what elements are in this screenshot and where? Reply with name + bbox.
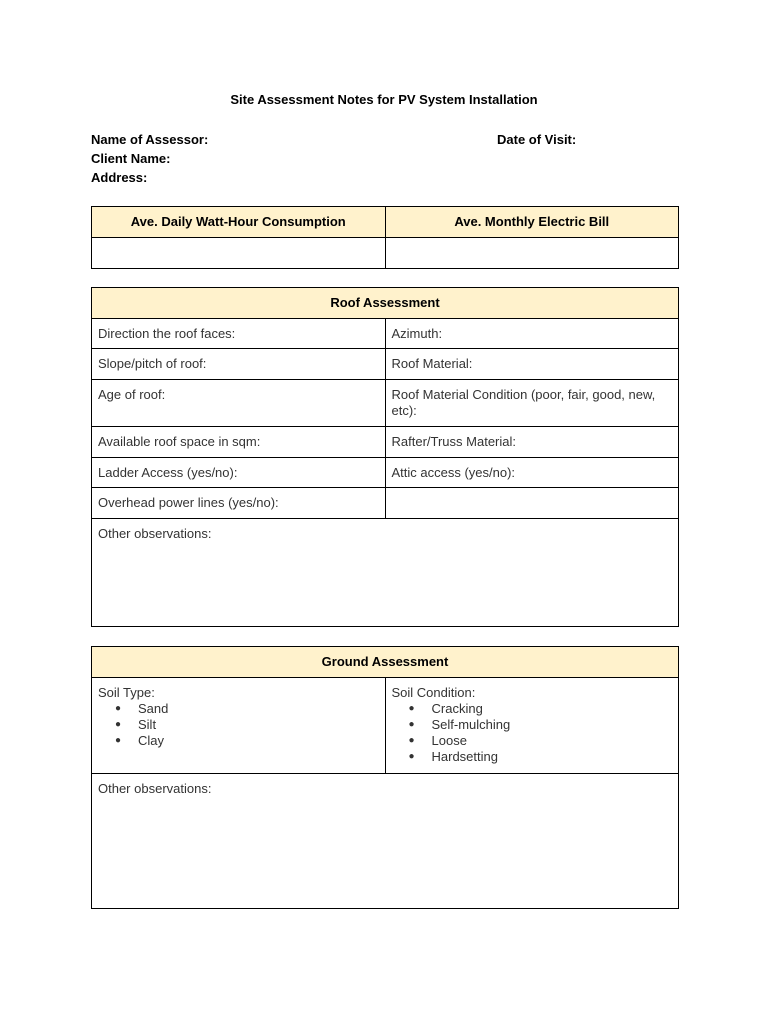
roof-assessment-header: Roof Assessment: [92, 288, 679, 319]
list-item: ● Cracking: [432, 701, 673, 717]
address-label: Address:: [91, 170, 148, 185]
assessor-info-block: [91, 130, 208, 187]
ground-observations-cell[interactable]: Other observations:: [92, 774, 679, 909]
roof-direction-cell[interactable]: Direction the roof faces:: [92, 319, 386, 349]
list-item: ● Sand: [138, 701, 379, 717]
rafter-truss-cell[interactable]: Rafter/Truss Material:: [385, 427, 679, 458]
roof-material-condition-cell[interactable]: Roof Material Condition (poor, fair, good, new, etc):: [385, 380, 679, 427]
monthly-bill-header: Ave. Monthly Electric Bill: [385, 207, 679, 238]
soil-condition-list: [392, 701, 673, 765]
ground-assessment-table: [91, 646, 679, 909]
consumption-table: [91, 206, 679, 269]
list-item: ● Silt: [138, 717, 379, 733]
list-item: ● Loose: [432, 733, 673, 749]
daily-consumption-header: Ave. Daily Watt-Hour Consumption: [92, 207, 386, 238]
roof-space-cell[interactable]: Available roof space in sqm:: [92, 427, 386, 458]
roof-assessment-table: [91, 287, 679, 627]
soil-condition-label: Soil Condition:: [391, 685, 476, 700]
power-lines-cell[interactable]: Overhead power lines (yes/no):: [92, 488, 386, 519]
azimuth-cell[interactable]: Azimuth:: [385, 319, 679, 349]
roof-observations-cell[interactable]: Other observations:: [92, 519, 679, 627]
daily-consumption-field[interactable]: [92, 238, 386, 269]
page-title: Site Assessment Notes for PV System Installation: [230, 92, 538, 107]
list-item: ● Self-mulching: [432, 717, 673, 733]
soil-type-label: Soil Type:: [98, 685, 155, 700]
ladder-access-cell[interactable]: Ladder Access (yes/no):: [92, 458, 386, 488]
soil-condition-cell[interactable]: [385, 678, 679, 774]
soil-type-cell[interactable]: [92, 678, 386, 774]
ground-assessment-header: Ground Assessment: [92, 647, 679, 678]
assessor-name-label: Name of Assessor:: [91, 132, 209, 147]
roof-age-cell[interactable]: Age of roof:: [92, 380, 386, 427]
monthly-bill-field[interactable]: [385, 238, 679, 269]
soil-type-list: [98, 701, 379, 749]
list-item: ● Hardsetting: [432, 749, 673, 765]
attic-access-cell[interactable]: Attic access (yes/no):: [385, 458, 679, 488]
client-name-label: Client Name:: [91, 151, 171, 166]
roof-slope-cell[interactable]: Slope/pitch of roof:: [92, 349, 386, 380]
empty-cell[interactable]: [385, 488, 679, 519]
roof-material-cell[interactable]: Roof Material:: [385, 349, 679, 380]
date-of-visit-label: Date of Visit:: [497, 132, 577, 147]
list-item: ● Clay: [138, 733, 379, 749]
